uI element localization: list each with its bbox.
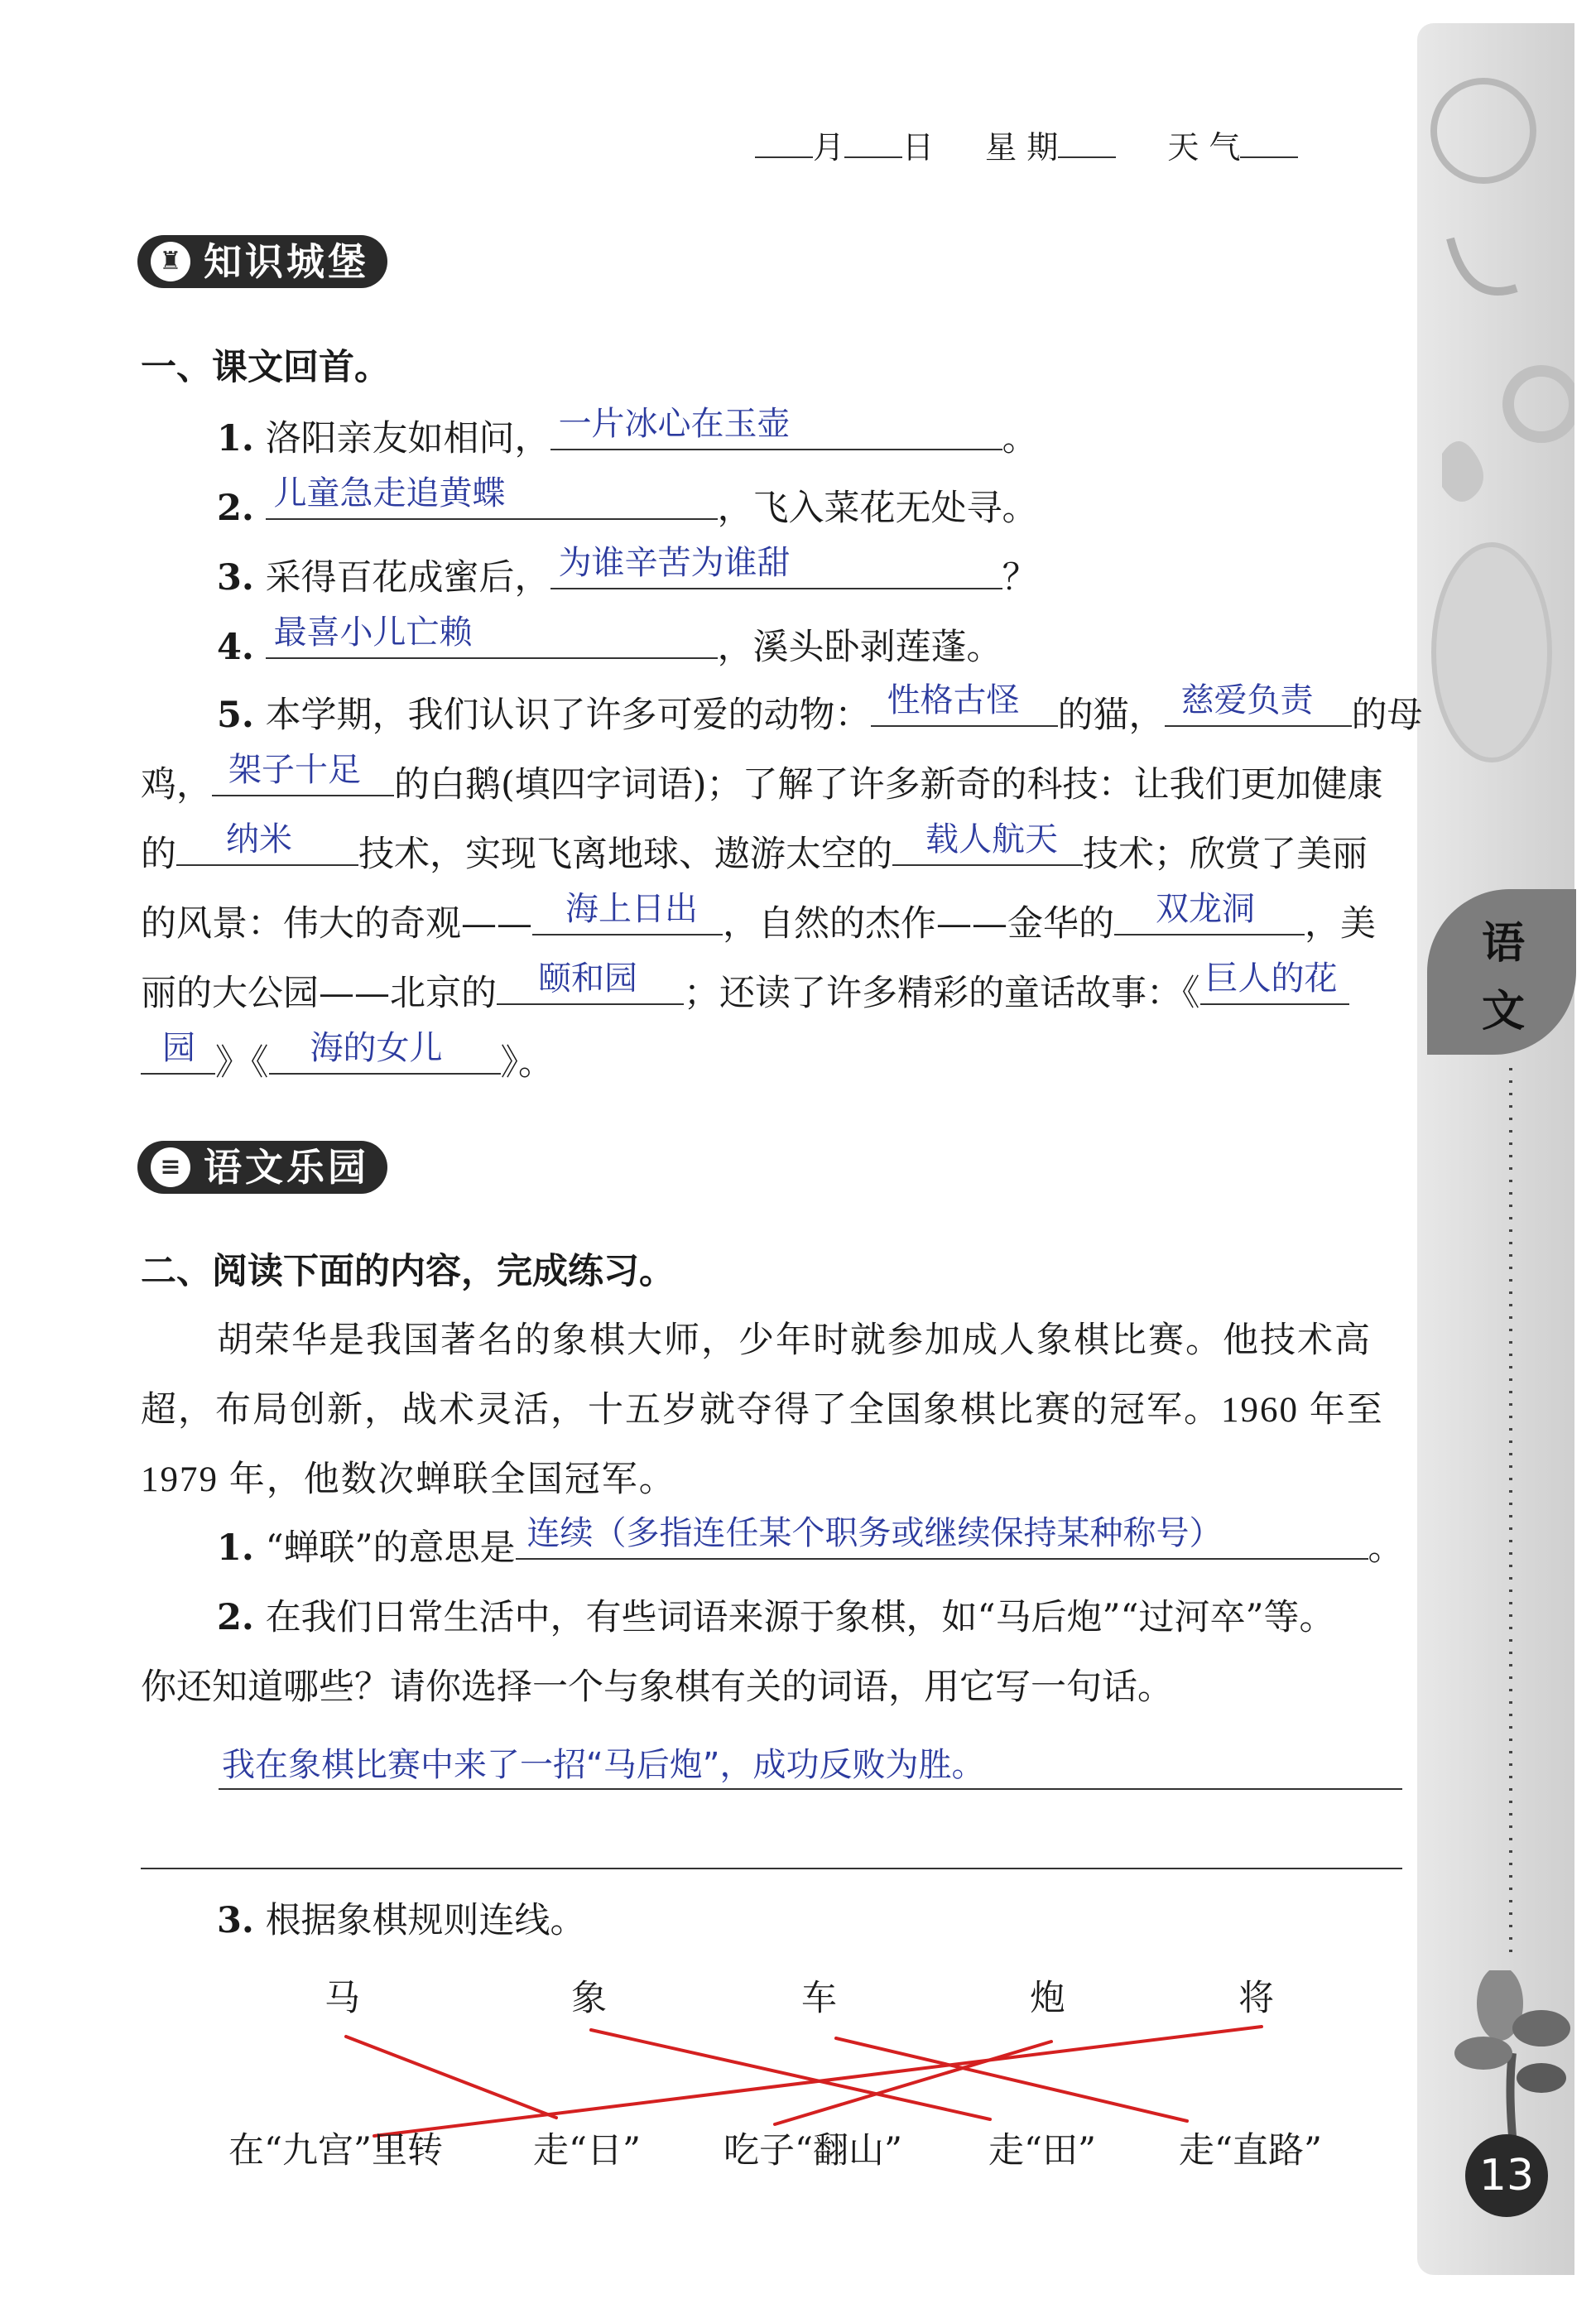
castle-icon: ♜ (151, 242, 190, 281)
book-icon: ≡ (151, 1147, 190, 1187)
question-1-3: 3. 采得百花成蜜后， 为谁辛苦为谁甜 ？ (217, 555, 1038, 601)
answer-5-5: 载人航天 (925, 820, 1058, 858)
answer-5-6: 海上日出 (565, 890, 698, 928)
reading-paragraph-2: 超，布局创新，战术灵活，十五岁就夺得了全国象棋比赛的冠军。1960 年至 (141, 1391, 1384, 1430)
question-1-1: 1. 洛阳亲友如相问， 一片冰心在玉壶 。 (217, 416, 1038, 462)
answer-5-3: 架子十足 (228, 751, 361, 789)
page-number: 13 (1465, 2134, 1548, 2217)
question-1-5-line3: 的 纳米 技术，实现飞离地球、遨游太空的 载人航天 技术；欣赏了美丽 (141, 831, 1368, 878)
move-zhilu: 走“直路” (1179, 2130, 1322, 2172)
weekday-label: 星 期 (985, 129, 1059, 166)
line-elephant-tian (591, 2030, 990, 2119)
answer-2-2: 我在象棋比赛中来了一招“马后炮”，成功反败为胜。 (222, 1746, 985, 1784)
piece-chariot: 车 (801, 1978, 837, 2019)
day-label: 日 (902, 129, 935, 166)
move-fanshan: 吃子“翻山” (723, 2130, 902, 2172)
month-label: 月 (813, 129, 845, 166)
question-2-1: 1. “蝉联”的意思是 连续（多指连任某个职务或继续保持某种称号） 。 (217, 1525, 1404, 1571)
question-1-5-line2: 鸡， 架子十足 的白鹅(填四字词语)；了解了许多新奇的科技：让我们更加健康 (141, 762, 1383, 808)
answer-1-4: 最喜小儿亡赖 (273, 613, 473, 652)
reading-paragraph-1: 胡荣华是我国著名的象棋大师，少年时就参加成人象棋比赛。他技术高 (217, 1321, 1372, 1360)
question-2-2-line2: 你还知道哪些？请你选择一个与象棋有关的词语，用它写一句话。 (141, 1666, 1173, 1708)
line-chariot-zhilu (836, 2038, 1187, 2121)
question-2-2-line1: 2. 在我们日常生活中，有些词语来源于象棋，如“马后炮”“过河卒”等。 (217, 1597, 1335, 1638)
answer-1-3: 为谁辛苦为谁甜 (558, 544, 791, 582)
line-general-jiugong (374, 2027, 1262, 2136)
answer-5-4: 纳米 (226, 820, 292, 858)
subject-label-1: 语 (1482, 919, 1526, 969)
move-tian: 走“田” (988, 2130, 1096, 2172)
part1-title: 一、课文回首。 (141, 347, 390, 388)
answer-5-2: 慈爱负责 (1180, 681, 1314, 719)
question-1-5-line6: 园 》《 海的女儿 》。 (141, 1040, 554, 1086)
piece-general: 将 (1238, 1978, 1274, 2019)
question-1-2: 2. 儿童急走追黄蝶 ，飞入菜花无处寻。 (217, 485, 1038, 531)
question-1-5-line4: 的风景：伟大的奇观—— 海上日出 ，自然的杰作——金华的 双龙洞 ，美 (141, 901, 1376, 947)
section-badge-chinese: ≡ 语文乐园 (137, 1141, 387, 1194)
answer-5-1: 性格古怪 (887, 681, 1020, 719)
answer-5-9b: 园 (162, 1029, 195, 1067)
piece-horse: 马 (324, 1978, 360, 2019)
question-1-5-line1: 5. 本学期，我们认识了许多可爱的动物： 性格古怪 的猫， 慈爱负责 的母 (217, 692, 1423, 738)
answer-5-8: 颐和园 (538, 960, 637, 998)
part2-title: 二、阅读下面的内容，完成练习。 (141, 1251, 675, 1292)
piece-cannon: 炮 (1030, 1978, 1065, 2019)
section-badge-knowledge: ♜ 知识城堡 (137, 235, 387, 288)
subject-label-2: 文 (1482, 987, 1526, 1036)
answer-5-7: 双龙洞 (1156, 890, 1255, 928)
move-jiugong: 在“九宫”里转 (228, 2130, 443, 2172)
answer-2-1: 连续（多指连任某个职务或继续保持某种称号） (526, 1514, 1223, 1552)
reading-paragraph-3: 1979 年，他数次蝉联全国冠军。 (141, 1460, 676, 1499)
question-2-3: 3. 根据象棋规则连线。 (217, 1900, 586, 1941)
answer-5-10: 海的女儿 (310, 1029, 443, 1067)
answer-1-2: 儿童急走追黄蝶 (273, 474, 506, 512)
question-1-5-line5: 丽的大公园——北京的 颐和园 ；还读了许多精彩的童话故事：《 巨人的花 (141, 970, 1349, 1017)
move-ri: 走“日” (533, 2130, 641, 2172)
piece-elephant: 象 (571, 1978, 607, 2019)
weather-label: 天 气 (1167, 129, 1241, 166)
line-horse-ri (346, 2037, 556, 2118)
question-1-4: 4. 最喜小儿亡赖 ，溪头卧剥莲蓬。 (217, 624, 1002, 671)
answer-1-1: 一片冰心在玉壶 (558, 405, 791, 443)
answer-5-9a: 巨人的花 (1204, 960, 1338, 998)
